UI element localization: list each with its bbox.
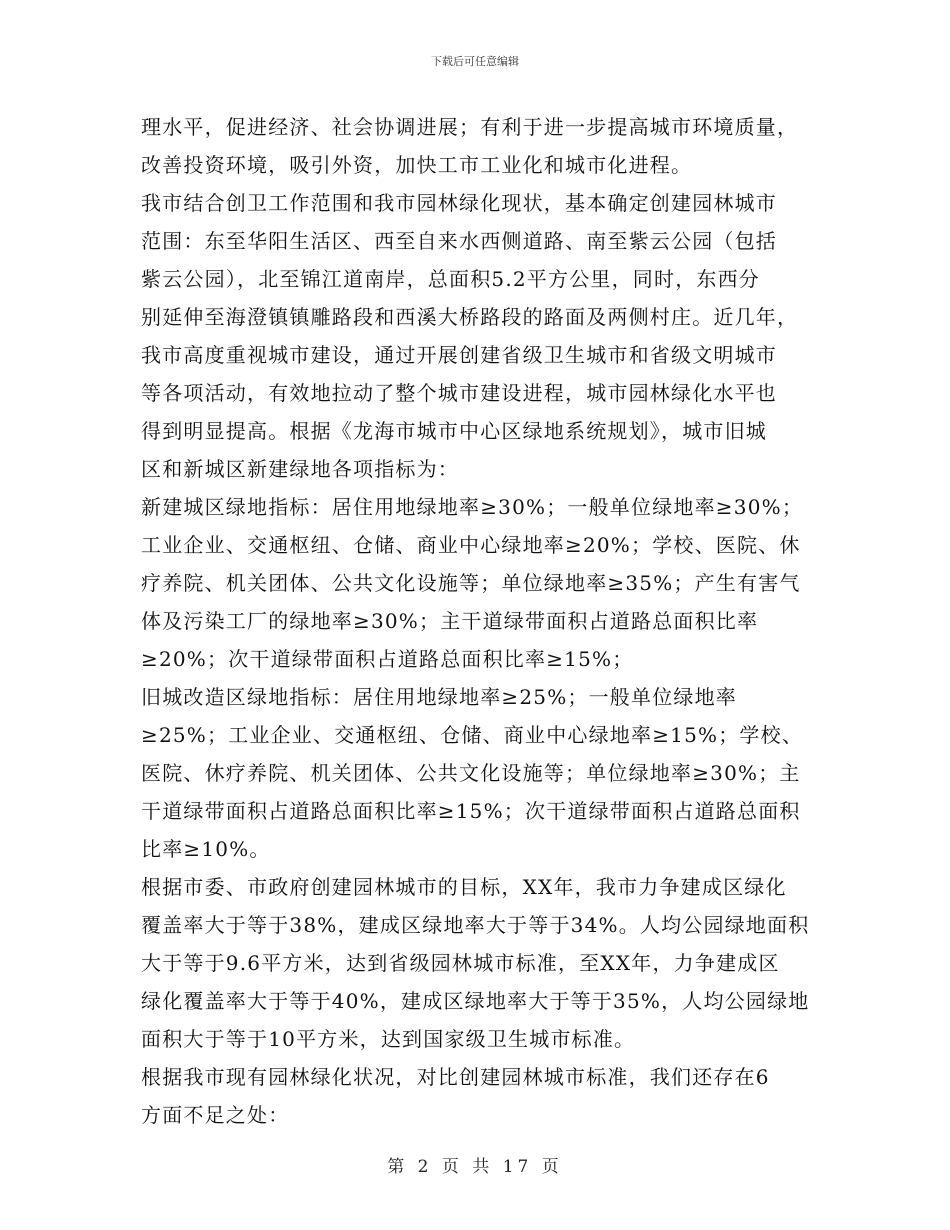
- text-line: 理水平，促进经济、社会协调进展；有利于进一步提高城市环境质量，: [141, 115, 799, 139]
- text-line: 根据市委、市政府创建园林城市的目标，XX年，我市力争建成区绿化: [141, 875, 787, 899]
- text-line: 疗养院、机关团体、公共文化设施等；单位绿地率≥35%；产生有害气: [141, 571, 801, 595]
- text-line: 得到明显提高。根据《龙海市城市中心区绿地系统规划》，城市旧城: [141, 419, 767, 443]
- text-line: 等各项活动，有效地拉动了整个城市建设进程，城市园林绿化水平也: [141, 381, 777, 405]
- text-line: 区和新城区新建绿地各项指标为：: [141, 457, 459, 481]
- page-header: 下载后可任意编辑: [431, 55, 519, 68]
- text-line: 范围：东至华阳生活区、西至自来水西侧道路、南至紫云公园（包括: [141, 229, 777, 253]
- text-line: 大于等于9.6平方米，达到省级园林城市标准，至XX年，力争建成区: [141, 951, 780, 975]
- text-line: 比率≥10%。: [141, 837, 271, 861]
- text-line: 根据我市现有园林绿化状况，对比创建园林城市标准，我们还存在6: [141, 1065, 770, 1089]
- text-line: ≥25%；工业企业、交通枢纽、仓储、商业中心绿地率≥15%；学校、: [141, 723, 804, 747]
- text-line: 覆盖率大于等于38%，建成区绿地率大于等于34%。人均公园绿地面积: [141, 913, 810, 937]
- text-line: 面积大于等于10平方米，达到国家级卫生城市标准。: [141, 1027, 636, 1051]
- text-line: ≥20%；次干道绿带面积占道路总面积比率≥15%；: [141, 647, 634, 671]
- text-line: 工业企业、交通枢纽、仓储、商业中心绿地率≥20%；学校、医院、休: [141, 533, 801, 557]
- text-line: 医院、休疗养院、机关团体、公共文化设施等；单位绿地率≥30%；主: [141, 761, 801, 785]
- text-line: 体及污染工厂的绿地率≥30%；主干道绿带面积占道路总面积比率: [141, 609, 759, 633]
- text-line: 干道绿带面积占道路总面积比率≥15%；次干道绿带面积占道路总面积: [141, 799, 801, 823]
- text-line: 别延伸至海澄镇镇雕路段和西溪大桥路段的路面及两侧村庄。近几年，: [141, 305, 799, 329]
- text-line: 改善投资环境，吸引外资，加快工市工业化和城市化进程。: [141, 153, 693, 177]
- text-line: 旧城改造区绿地指标：居住用地绿地率≥25%；一般单位绿地率: [141, 685, 738, 709]
- body-text: [141, 108, 809, 1134]
- text-line: 我市结合创卫工作范围和我市园林绿化现状，基本确定创建园林城市: [141, 191, 777, 215]
- text-line: 绿化覆盖率大于等于40%，建成区绿地率大于等于35%，人均公园绿地: [141, 989, 810, 1013]
- text-line: 新建城区绿地指标：居住用地绿地率≥30%；一般单位绿地率≥30%；: [141, 495, 804, 519]
- text-line: 我市高度重视城市建设，通过开展创建省级卫生城市和省级文明城市: [141, 343, 777, 367]
- text-line: 紫云公园），北至锦江道南岸，总面积5.2平方公里，同时，东西分: [141, 267, 761, 291]
- text-line: 方面不足之处：: [141, 1103, 290, 1127]
- page-footer: 第 2 页 共 17 页: [387, 1157, 563, 1177]
